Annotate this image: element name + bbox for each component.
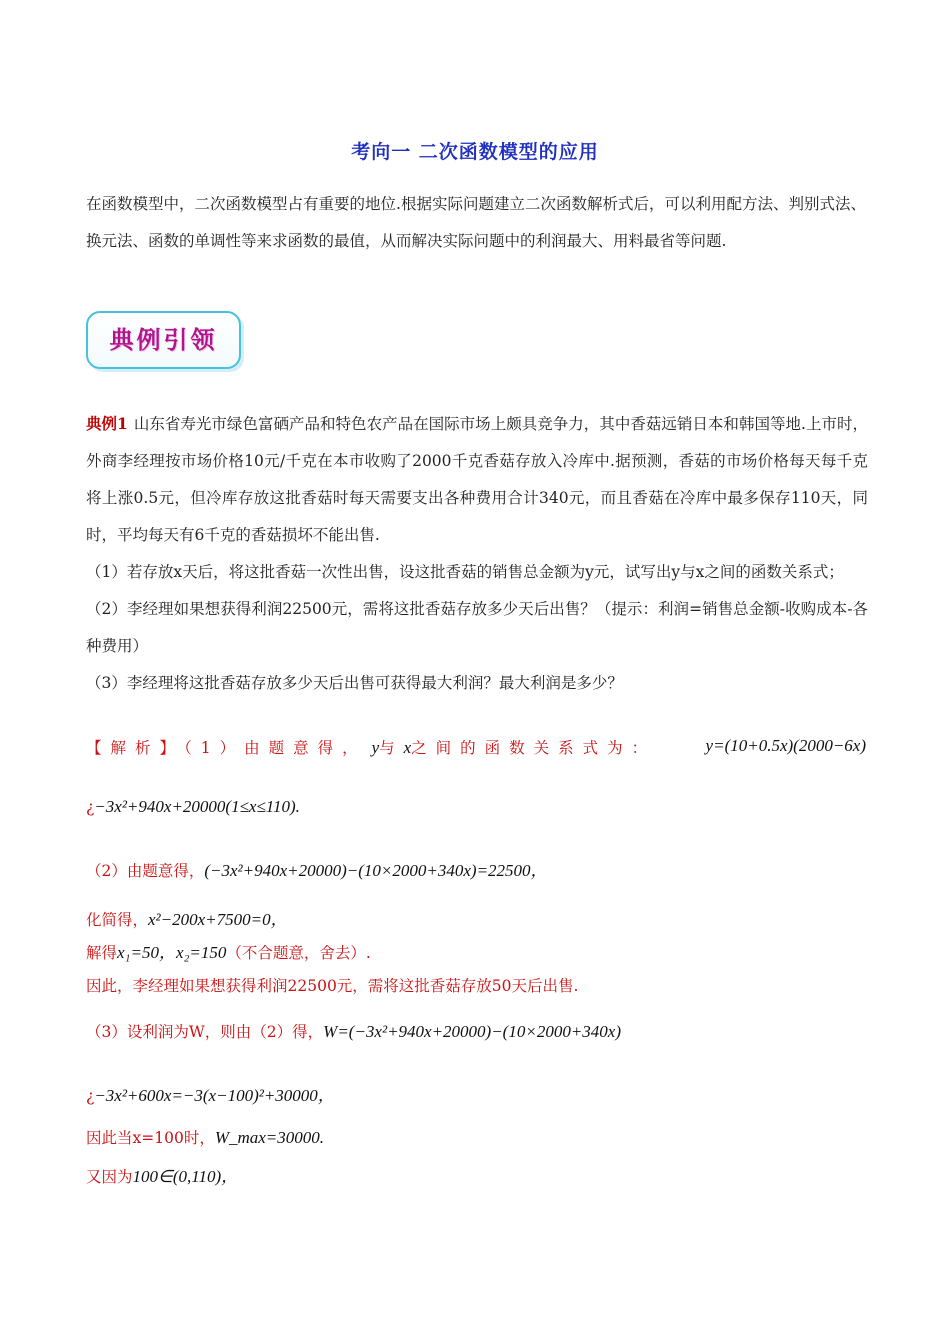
solution-line-4 (86, 905, 288, 930)
example-label: 典例1 (86, 414, 128, 433)
part3-cont: −3x²+600x=−3(x−100)²+30000， (94, 1086, 335, 1105)
solution-line-1: 【解析】（1）由题意得， y与x之间的函数关系式为： y=(10+0.5x)(2000−6x) (86, 736, 866, 757)
solution-line-5 (86, 938, 371, 963)
solution-line-3 (86, 856, 548, 881)
eq1-cont: −3x²+940x+20000(1≤x≤110). (94, 797, 300, 816)
simplify-label: 化简得， (86, 911, 149, 929)
max-label: 因此当x=100时， (86, 1129, 215, 1147)
section-title: 考向一 二次函数模型的应用 (351, 141, 599, 163)
eq1-right: y=(10+0.5x)(2000−6x) (705, 736, 866, 755)
example-text: 山东省寿光市绿色富硒产品和特色农产品在国际市场上颇具竞争力，其中香菇远销日本和韩国等地.上市时，外商李经理按市场价格10元/千克在本市收购了2000千克香菇存放入冷库中.据预测，香菇的市场价格每天每千克将上涨0.5元，但冷库存放这批香菇时每天需要支出各种费用合计340元，而且香菇在冷库中最多保存110天，同时，平均每天有6千克的香菇损坏不能出售. (86, 415, 868, 544)
part2-label: （2）由题意得， (86, 862, 205, 880)
simplify-eq: x²−200x+7500=0， (148, 910, 288, 929)
relation-word-2: 之间的函数关系式为： (411, 739, 657, 757)
example-stem (86, 405, 868, 554)
solve-eq: x₁=50，x₂=150 (117, 943, 227, 962)
solution-line-7 (86, 1020, 621, 1042)
badge-label: 典例引领 (109, 326, 218, 354)
also-label: 又因为 (86, 1168, 133, 1186)
cont-prefix-1: ¿ (86, 798, 95, 816)
example-badge (86, 311, 241, 369)
also-eq: 100∈(0,110)， (132, 1167, 239, 1186)
solution-line-9 (86, 1126, 324, 1148)
part3-eq: W=(−3x²+940x+20000)−(10×2000+340x) (323, 1022, 621, 1041)
cont-prefix-2: ¿ (86, 1087, 95, 1105)
solution-head: 【解析】（1）由题意得， (86, 739, 367, 757)
question-1: （1）若存放x天后，将这批香菇一次性出售，设这批香菇的销售总金额为y元，试写出y与x之间的函数关系式； (86, 563, 844, 581)
part3-label: （3）设利润为W，则由（2）得， (86, 1023, 324, 1041)
example-block (86, 405, 868, 702)
solution-line-10 (86, 1162, 238, 1187)
solution-line-2 (86, 797, 300, 817)
relation-word: 与 (379, 739, 404, 757)
solution-line-8 (86, 1081, 335, 1106)
solve-label: 解得 (86, 944, 118, 962)
solution-line-6: 因此，李经理如果想获得利润22500元，需将这批香菇存放50天后出售. (86, 977, 579, 995)
question-2: （2）李经理如果想获得利润22500元，需将这批香菇存放多少天后出售？（提示：利润=销售总金额-收购成本-各种费用） (86, 600, 868, 655)
question-3: （3）李经理将这批香菇存放多少天后出售可获得最大利润？最大利润是多少？ (86, 674, 623, 692)
part2-eq: (−3x²+940x+20000)−(10×2000+340x)=22500， (204, 861, 548, 880)
intro-paragraph: 在函数模型中，二次函数模型占有重要的地位.根据实际问题建立二次函数解析式后，可以利用配方法、判别式法、换元法、函数的单调性等来求函数的最值，从而解决实际问题中的利润最大、用料最省等问题. (86, 195, 866, 250)
max-eq: W_max=30000. (214, 1128, 325, 1147)
solve-note: （不合题意，舍去）. (226, 944, 371, 962)
